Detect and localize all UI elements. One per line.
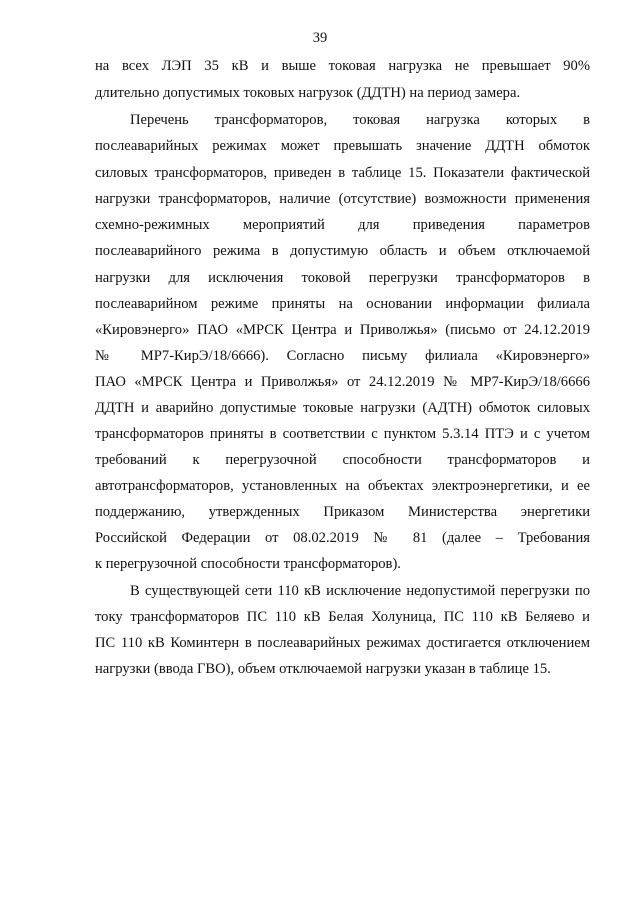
text-line: Перечень трансформаторов, токовая нагрузка которых в [130, 112, 590, 128]
text-line: ПС 110 кВ Коминтерн в послеаварийных режимах достигается отключением [95, 635, 590, 651]
text-line: № МР7-КирЭ/18/6666). Согласно письму филиала «Кировэнерго» [95, 348, 590, 364]
text-line: трансформаторов приняты в соответствии с пунктом 5.3.14 ПТЭ и с учетом [95, 426, 590, 442]
text-line: нагрузки (ввода ГВО), объем отключаемой нагрузки указан в таблице 15. [95, 661, 551, 677]
text-line: требований к перегрузочной способности трансформаторов и [95, 452, 590, 468]
text-line: послеаварийных режимах может превышать значение ДДТН обмоток [95, 138, 590, 154]
text-line: автотрансформаторов, установленных на объектах электроэнергетики, и ее [95, 478, 590, 494]
text-line: нагрузки трансформаторов, наличие (отсутствие) возможности применения [95, 191, 590, 207]
text-line: В существующей сети 110 кВ исключение недопустимой перегрузки по [130, 583, 590, 599]
text-line: силовых трансформаторов, приведен в таблице 15. Показатели фактической [95, 165, 590, 181]
text-line: нагрузки для исключения токовой перегрузки трансформаторов в [95, 270, 590, 286]
text-line: послеаварийного режима в допустимую область и объем отключаемой [95, 243, 590, 259]
text-line: Российской Федерации от 08.02.2019 № 81 (далее – Требования [95, 530, 590, 546]
text-line: послеаварийном режиме приняты на основании информации филиала [95, 296, 590, 312]
text-line: поддержанию, утвержденных Приказом Министерства энергетики [95, 504, 590, 520]
page-number: 39 [312, 30, 328, 46]
text-line: току трансформаторов ПС 110 кВ Белая Холуница, ПС 110 кВ Беляево и [95, 609, 590, 625]
text-line: схемно-режимных мероприятий для приведения параметров [95, 217, 590, 233]
text-line: ДДТН и аварийно допустимые токовые нагрузки (АДТН) обмоток силовых [95, 400, 590, 416]
text-line: к перегрузочной способности трансформаторов). [95, 556, 401, 572]
text-line: «Кировэнерго» ПАО «МРСК Центра и Приволжья» (письмо от 24.12.2019 [95, 322, 590, 338]
text-line: ПАО «МРСК Центра и Приволжья» от 24.12.2019 № МР7-КирЭ/18/6666 [95, 374, 590, 390]
text-line: длительно допустимых токовых нагрузок (ДДТН) на период замера. [95, 85, 521, 101]
text-line: на всех ЛЭП 35 кВ и выше токовая нагрузка не превышает 90% [95, 58, 590, 74]
